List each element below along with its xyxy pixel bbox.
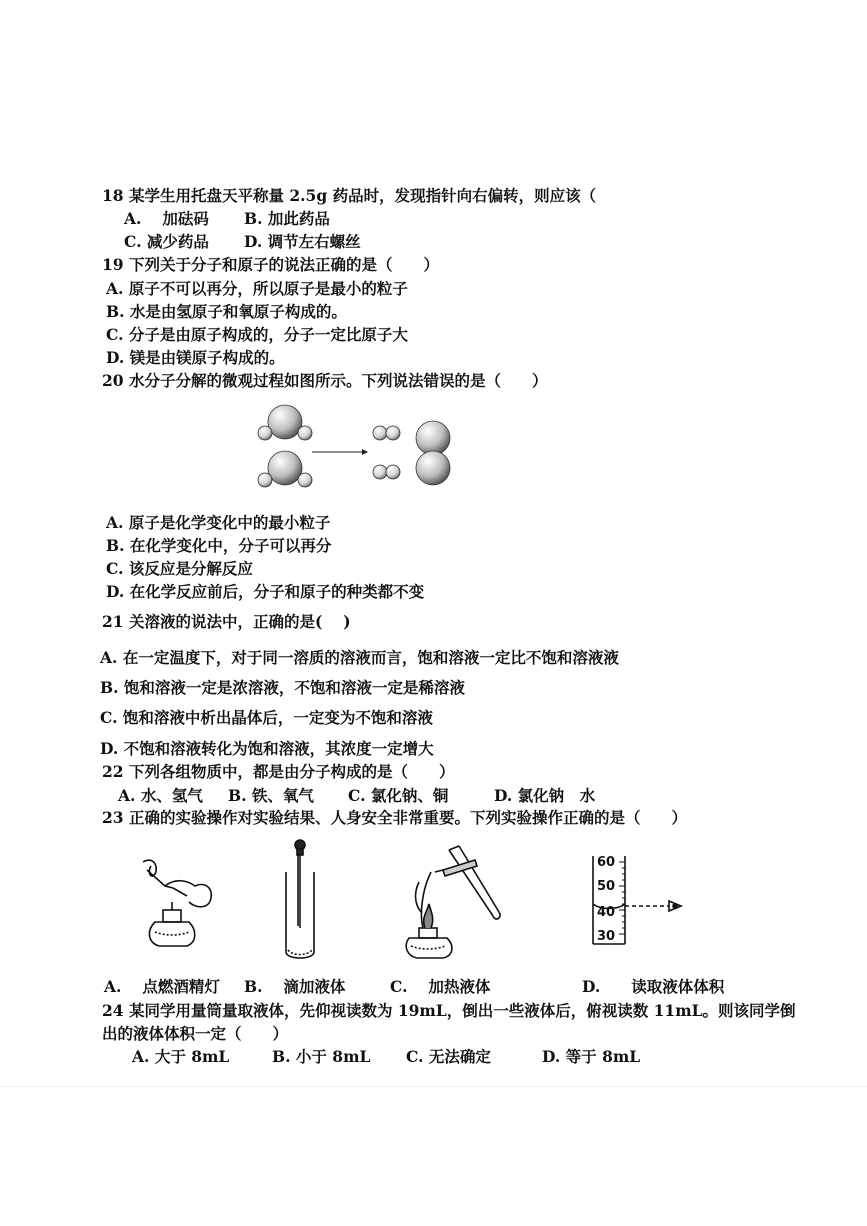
page-bottom-divider (0, 1086, 867, 1087)
q19-option-c: C. 分子是由原子构成的，分子一定比原子大 (106, 325, 408, 344)
q18-option-b: B. 加此药品 (244, 209, 330, 228)
lighting-alcohol-lamp-figure (125, 852, 225, 952)
q23-option-d: D. 读取液体体积 (582, 977, 725, 996)
q21-option-d: D. 不饱和溶液转化为饱和溶液，其浓度一定增大 (100, 739, 434, 758)
q20-option-b: B. 在化学变化中，分子可以再分 (106, 536, 332, 555)
q22-option-b: B. 铁、氧气 (228, 786, 314, 805)
water-molecule-2 (258, 451, 312, 487)
q19-option-d: D. 镁是由镁原子构成的。 (106, 348, 285, 367)
cylinder-mark-30: 30 (597, 929, 616, 944)
q22-option-a: A. 水、氢气 (118, 786, 203, 805)
q19-stem: 19 下列关于分子和原子的说法正确的是（ ） (102, 255, 439, 274)
hydrogen-molecules (373, 426, 400, 479)
q18-option-d: D. 调节左右螺丝 (244, 232, 361, 251)
water-molecule-1 (258, 405, 312, 440)
oxygen-molecule (416, 421, 450, 485)
q21-option-c: C. 饱和溶液中析出晶体后，一定变为不饱和溶液 (100, 708, 433, 727)
q20-option-a: A. 原子是化学变化中的最小粒子 (106, 513, 331, 532)
q22-stem: 22 下列各组物质中，都是由分子构成的是（ ） (102, 762, 455, 781)
q18-option-a: A. 加砝码 (124, 209, 209, 228)
q22-option-d: D. 氯化钠 水 (494, 786, 596, 805)
q18-stem: 18 某学生用托盘天平称量 2.5g 药品时，发现指针向右偏转，则应该（ (102, 186, 597, 205)
q24-option-a: A. 大于 8mL (132, 1047, 230, 1066)
q24-stem-line-1: 24 某同学用量筒量取液体，先仰视读数为 19mL，倒出一些液体后，俯视读数 11mL。则该同学倒 (102, 1001, 796, 1020)
reaction-arrow (312, 449, 368, 455)
reading-volume-figure (585, 852, 695, 947)
q18-option-c: C. 减少药品 (124, 232, 209, 251)
water-decomposition-diagram (250, 400, 470, 496)
dropping-liquid-figure (270, 838, 330, 963)
q24-option-b: B. 小于 8mL (272, 1047, 371, 1066)
q20-option-c: C. 该反应是分解反应 (106, 559, 253, 578)
q24-option-c: C. 无法确定 (406, 1047, 491, 1066)
q21-stem: 21 关溶液的说法中，正确的是( ) (102, 612, 351, 631)
cylinder-mark-60: 60 (597, 855, 616, 870)
q23-stem: 23 正确的实验操作对实验结果、人身安全非常重要。下列实验操作正确的是（ ） (102, 808, 687, 827)
q20-option-d: D. 在化学反应前后，分子和原子的种类都不变 (106, 582, 425, 601)
cylinder-mark-50: 50 (597, 879, 616, 894)
q21-option-a: A. 在一定温度下，对于同一溶质的溶液而言，饱和溶液一定比不饱和溶液液 (100, 648, 619, 667)
q23-option-a: A. 点燃酒精灯 (104, 977, 220, 996)
cylinder-mark-40: 40 (597, 905, 616, 920)
q24-option-d: D. 等于 8mL (542, 1047, 641, 1066)
q22-option-c: C. 氯化钠、铜 (348, 786, 449, 805)
q21-option-b: B. 饱和溶液一定是浓溶液，不饱和溶液一定是稀溶液 (100, 678, 465, 697)
q19-option-b: B. 水是由氢原子和氧原子构成的。 (106, 302, 347, 321)
q23-option-b: B. 滴加液体 (244, 977, 346, 996)
q20-stem: 20 水分子分解的微观过程如图所示。下列说法错误的是（ ） (102, 371, 548, 390)
q19-option-a: A. 原子不可以再分，所以原子是最小的粒子 (106, 279, 408, 298)
q23-option-c: C. 加热液体 (390, 977, 491, 996)
heating-liquid-figure (395, 842, 510, 962)
q24-stem-line-2: 出的液体体积一定（ ） (102, 1024, 289, 1043)
